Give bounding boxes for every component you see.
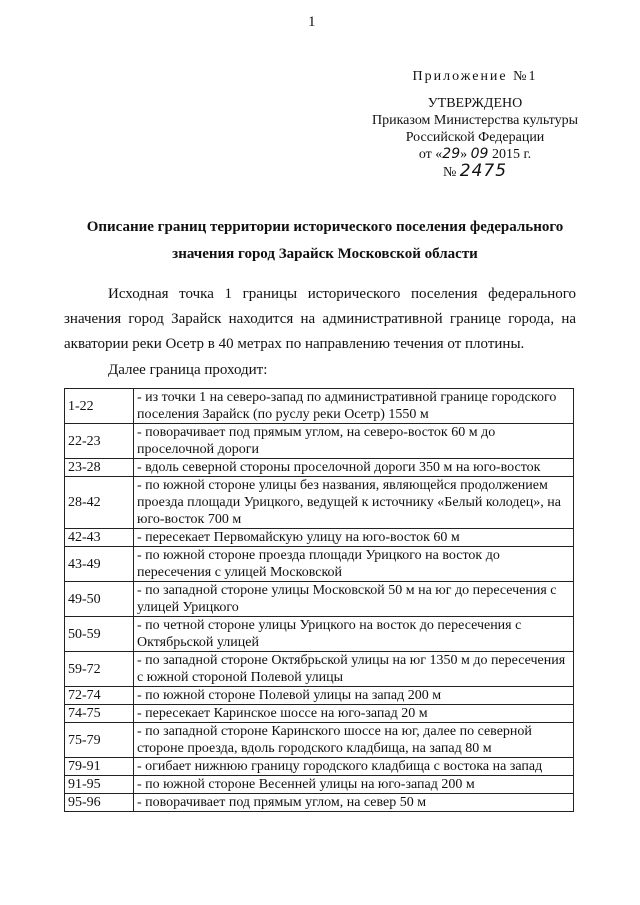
description-cell: - пересекает Каринское шоссе на юго-запад 20 м bbox=[134, 705, 574, 723]
segment-cell: 28-42 bbox=[65, 477, 134, 529]
table-row bbox=[65, 705, 574, 723]
lead-text: Далее граница проходит: bbox=[108, 362, 268, 378]
approval-stamp bbox=[360, 68, 590, 181]
description-cell: - по западной стороне Октябрьской улицы на юг 1350 м до пересечения с южной стороной Полевой улицы bbox=[134, 652, 574, 687]
table-row bbox=[65, 617, 574, 652]
title-line-1: Описание границ территории исторического поселения федерального bbox=[86, 219, 564, 235]
page-number: 1 bbox=[308, 14, 316, 30]
segment-cell: 95-96 bbox=[65, 794, 134, 812]
description-cell: - по южной стороне улицы без названия, являющейся продолжением проезда площади Урицкого, ведущей к источнику «Белый колодец», на юго-восток 700 м bbox=[134, 477, 574, 529]
table-row bbox=[65, 758, 574, 776]
table-row bbox=[65, 547, 574, 582]
description-cell: - огибает нижнюю границу городского кладбища с востока на запад bbox=[134, 758, 574, 776]
segment-cell: 23-28 bbox=[65, 459, 134, 477]
description-cell: - по западной стороне улицы Московской 50 м на юг до пересечения с улицей Урицкого bbox=[134, 582, 574, 617]
approval-line-1: Приказом Министерства культуры bbox=[371, 113, 579, 128]
segment-cell: 43-49 bbox=[65, 547, 134, 582]
description-cell: - по южной стороне Весенней улицы на юго-запад 200 м bbox=[134, 776, 574, 794]
segment-cell: 74-75 bbox=[65, 705, 134, 723]
segment-cell: 79-91 bbox=[65, 758, 134, 776]
description-cell: - поворачивает под прямым углом, на северо-восток 60 м до проселочной дороги bbox=[134, 424, 574, 459]
table-row bbox=[65, 687, 574, 705]
approval-line-2: Российской Федерации bbox=[405, 130, 545, 145]
number-handwritten: 2475 bbox=[459, 161, 508, 181]
description-cell: - из точки 1 на северо-запад по административной границе городского поселения Зарайск (по руслу реки Осетр) 1550 м bbox=[134, 389, 574, 424]
appendix-label: Приложение №1 bbox=[412, 69, 538, 84]
table-row bbox=[65, 424, 574, 459]
segment-cell: 75-79 bbox=[65, 723, 134, 758]
date-month-handwritten: 09 bbox=[470, 146, 489, 162]
segment-cell: 50-59 bbox=[65, 617, 134, 652]
intro-paragraph: Исходная точка 1 границы исторического поселения федерального значения город Зарайск находится на административной границе города, на акватории реки Осетр в 40 метрах по направлению течения от плотины. bbox=[64, 286, 576, 352]
description-cell: - по четной стороне улицы Урицкого на восток до пересечения с Октябрьской улицей bbox=[134, 617, 574, 652]
segment-cell: 91-95 bbox=[65, 776, 134, 794]
table-row bbox=[65, 529, 574, 547]
description-cell: - поворачивает под прямым углом, на север 50 м bbox=[134, 794, 574, 812]
segment-cell: 1-22 bbox=[65, 389, 134, 424]
date-year: 2015 г. bbox=[488, 147, 532, 162]
segment-cell: 49-50 bbox=[65, 582, 134, 617]
date-day-handwritten: 29 bbox=[442, 146, 461, 162]
approved-label: УТВЕРЖДЕНО bbox=[427, 96, 523, 111]
description-cell: - по западной стороне Каринского шоссе на юг, далее по северной стороне проезда, вдоль городского кладбища, на запад 80 м bbox=[134, 723, 574, 758]
table-row bbox=[65, 723, 574, 758]
table-row bbox=[65, 652, 574, 687]
order-number bbox=[360, 163, 590, 181]
table-row bbox=[65, 776, 574, 794]
date-prefix: от « bbox=[418, 147, 443, 162]
boundary-table bbox=[64, 388, 574, 812]
description-cell: - по южной стороне проезда площади Урицкого на восток до пересечения с улицей Московской bbox=[134, 547, 574, 582]
document-title bbox=[60, 214, 590, 268]
segment-cell: 42-43 bbox=[65, 529, 134, 547]
date-mid: » bbox=[460, 147, 471, 162]
table-row bbox=[65, 582, 574, 617]
title-line-2: значения город Зарайск Московской области bbox=[172, 246, 478, 262]
segment-cell: 22-23 bbox=[65, 424, 134, 459]
segment-cell: 72-74 bbox=[65, 687, 134, 705]
table-row bbox=[65, 459, 574, 477]
table-row bbox=[65, 389, 574, 424]
description-cell: - вдоль северной стороны проселочной дороги 350 м на юго-восток bbox=[134, 459, 574, 477]
segment-cell: 59-72 bbox=[65, 652, 134, 687]
number-prefix: № bbox=[442, 165, 460, 180]
description-cell: - по южной стороне Полевой улицы на запад 200 м bbox=[134, 687, 574, 705]
table-row bbox=[65, 794, 574, 812]
table-row bbox=[65, 477, 574, 529]
description-cell: - пересекает Первомайскую улицу на юго-восток 60 м bbox=[134, 529, 574, 547]
